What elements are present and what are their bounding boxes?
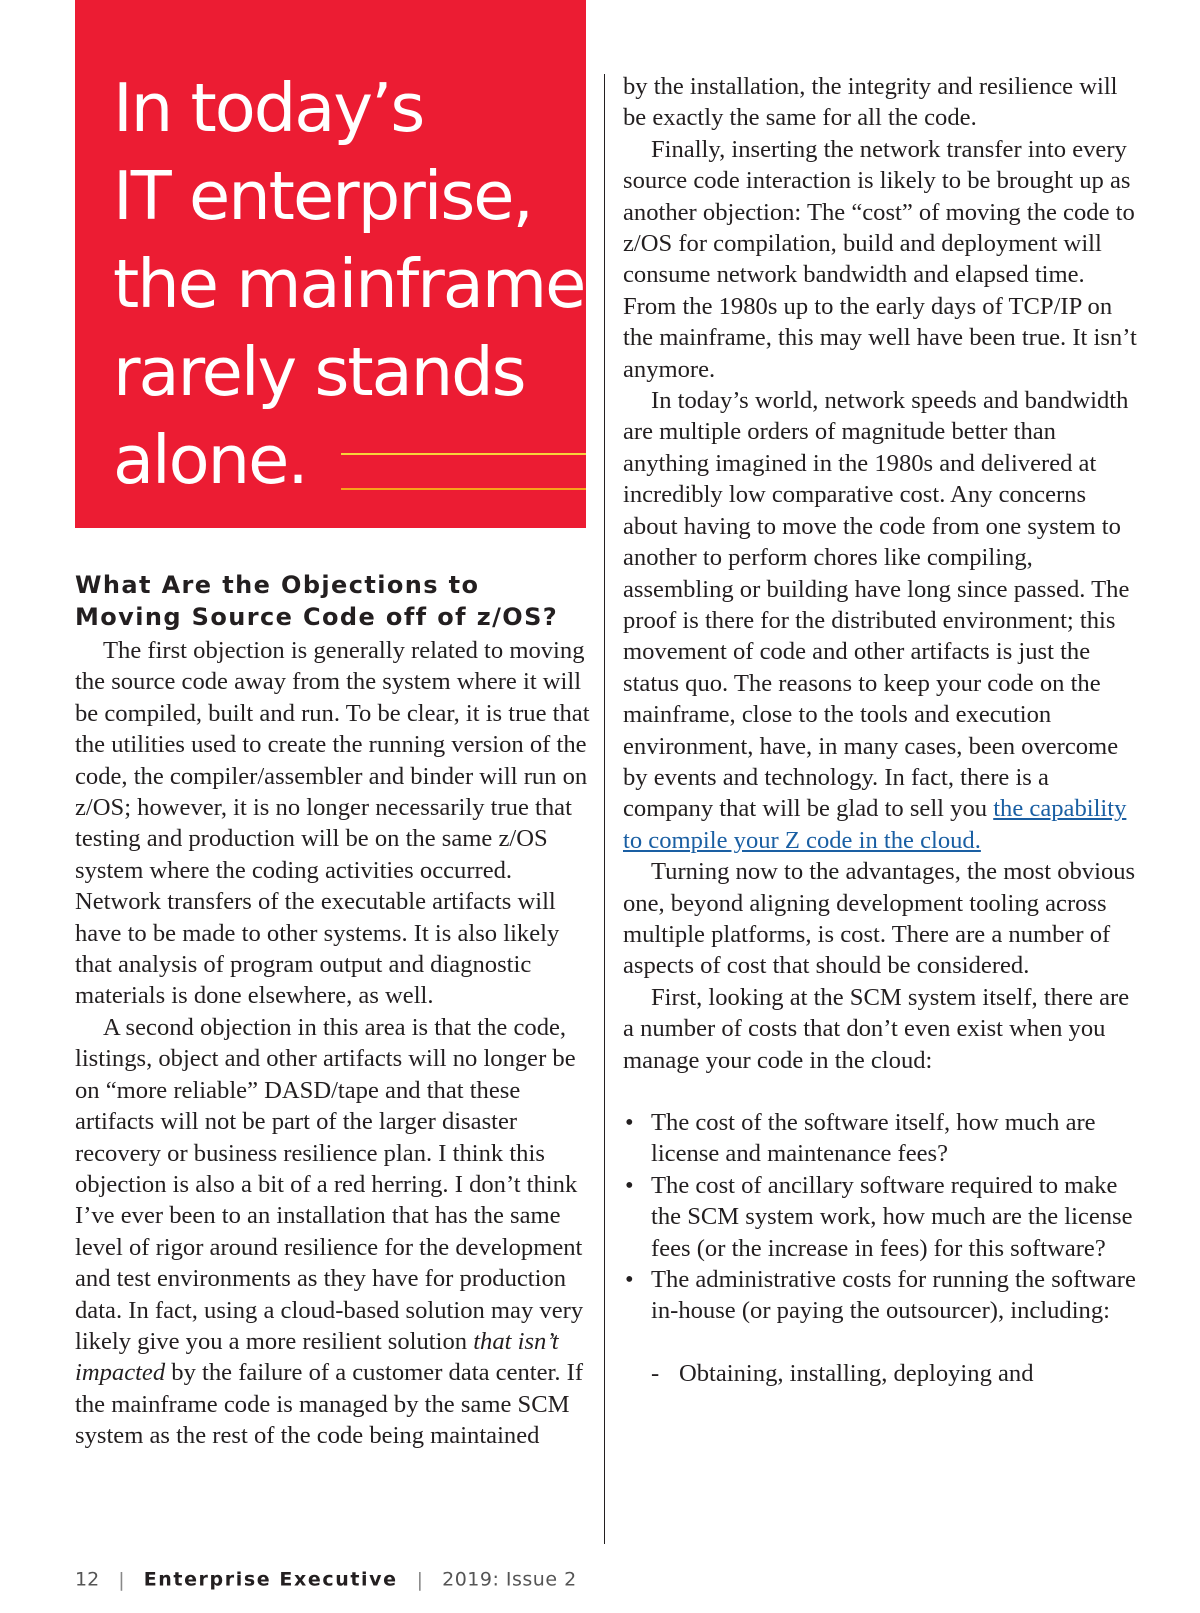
- pull-quote-box: [75, 0, 586, 528]
- column-divider: [604, 74, 605, 1544]
- paragraph-text: A second objection in this area is that the code, listings, object and other artifacts will no longer be on “more reliable” DASD/tape and that these artifacts will not be part of the larger disaster recovery or business resilience plan. I think this objection is also a bit of a red herring. I don’t think I’ve ever been to an installation that has the same level of rigor around resilience for the development and test environments as they have for production data. In fact, using a cloud-based solution may very likely give you a more resilient solution: [75, 1013, 584, 1355]
- paragraph-text: In today’s world, network speeds and bandwidth are multiple orders of magnitude better than anything imagined in the 1980s and delivered at incredibly low comparative cost. Any concerns about having to move the code from one system to another to perform chores like compiling, assembling or building have long since passed. The proof is there for the distributed environment; this movement of code and other artifacts is just the status quo. The reasons to keep your code on the mainframe, close to the tools and execution environment, have, in many cases, been overcome by events and technology. In fact, there is a company that will be glad to sell you: [623, 387, 1130, 823]
- paragraph: Finally, inserting the network transfer into every source code interaction is likely to be brought up as another objection: The “cost” of moving the code to z/OS for compilation, build and deployment will consume network bandwidth and elapsed time. From the 1980s up to the early days of TCP/IP on the mainframe, this may well have been true. It isn’t anymore.: [623, 135, 1137, 383]
- section-heading-line: What Are the Objections to: [75, 571, 480, 599]
- list-item-text: Obtaining, installing, deploying and: [679, 1359, 1034, 1387]
- bullet-icon: •: [625, 1266, 634, 1294]
- paragraph: [75, 1012, 590, 1452]
- paragraph-text: by the failure of a customer data center. If the mainframe code is managed by the same SCM system as the rest of the code being maintained: [75, 1359, 584, 1450]
- page-number: 12: [75, 1568, 100, 1591]
- section-heading: [75, 570, 590, 633]
- list-item: [623, 1358, 1143, 1389]
- pull-quote-line: the mainframe: [113, 245, 585, 323]
- compile-in-cloud-link[interactable]: the capability to compile your Z code in the cloud.: [623, 795, 1127, 854]
- pull-quote-line: In today’s: [113, 69, 424, 147]
- decorative-rule-orange: [341, 488, 586, 490]
- pull-quote-line: IT enterprise,: [113, 157, 532, 235]
- italic-text: that isn’t impacted: [75, 1327, 559, 1387]
- paragraph: by the installation, the integrity and resilience will be exactly the same for all the code.: [623, 73, 1118, 132]
- list-item: [623, 1170, 1143, 1264]
- pull-quote-text: [113, 64, 585, 504]
- paragraph: Turning now to the advantages, the most obvious one, beyond aligning development tooling across multiple platforms, is cost. There are a number of aspects of cost that should be considered.: [623, 858, 1136, 980]
- paragraph: [623, 385, 1143, 856]
- sub-bullet-list: [623, 1358, 1143, 1389]
- list-item-text: The cost of ancillary software required to make the SCM system work, how much are the license fees (or the increase in fees) for this software?: [651, 1171, 1133, 1262]
- section-heading-line: Moving Source Code off of z/OS?: [75, 602, 559, 631]
- list-item-text: The cost of the software itself, how much are license and maintenance fees?: [651, 1109, 1096, 1168]
- publication-name: Enterprise Executive: [143, 1568, 398, 1591]
- page-footer: [75, 1568, 577, 1598]
- decorative-rule-yellow: [341, 453, 586, 455]
- issue-label: 2019: Issue 2: [442, 1568, 577, 1591]
- dash-icon: -: [651, 1359, 660, 1387]
- bullet-icon: •: [625, 1109, 634, 1136]
- pull-quote-line: rarely stands: [113, 333, 525, 411]
- list-item-text: The administrative costs for running the software in-house (or paying the outsourcer), including:: [651, 1266, 1136, 1325]
- right-column: [623, 71, 1143, 1389]
- paragraph: First, looking at the SCM system itself, there are a number of costs that don’t even exist when you manage your code in the cloud:: [623, 983, 1130, 1074]
- list-item: [623, 1264, 1143, 1327]
- cost-bullet-list: [623, 1107, 1143, 1327]
- pull-quote-line: alone.: [113, 421, 307, 499]
- left-column: [75, 570, 590, 1452]
- paragraph: The first objection is generally related to moving the source code away from the system where it will be compiled, built and run. To be clear, it is true that the utilities used to create the running version of the code, the compiler/assembler and binder will run on z/OS; however, it is no longer necessarily true that testing and production will be on the same z/OS system where the coding activities occurred. Network transfers of the executable artifacts will have to be made to other systems. It is also likely that analysis of program output and diagnostic materials is done elsewhere, as well.: [75, 637, 590, 1010]
- footer-separator: |: [118, 1568, 125, 1591]
- footer-separator: |: [416, 1568, 424, 1591]
- bullet-icon: •: [625, 1171, 634, 1199]
- list-item: [623, 1107, 1143, 1170]
